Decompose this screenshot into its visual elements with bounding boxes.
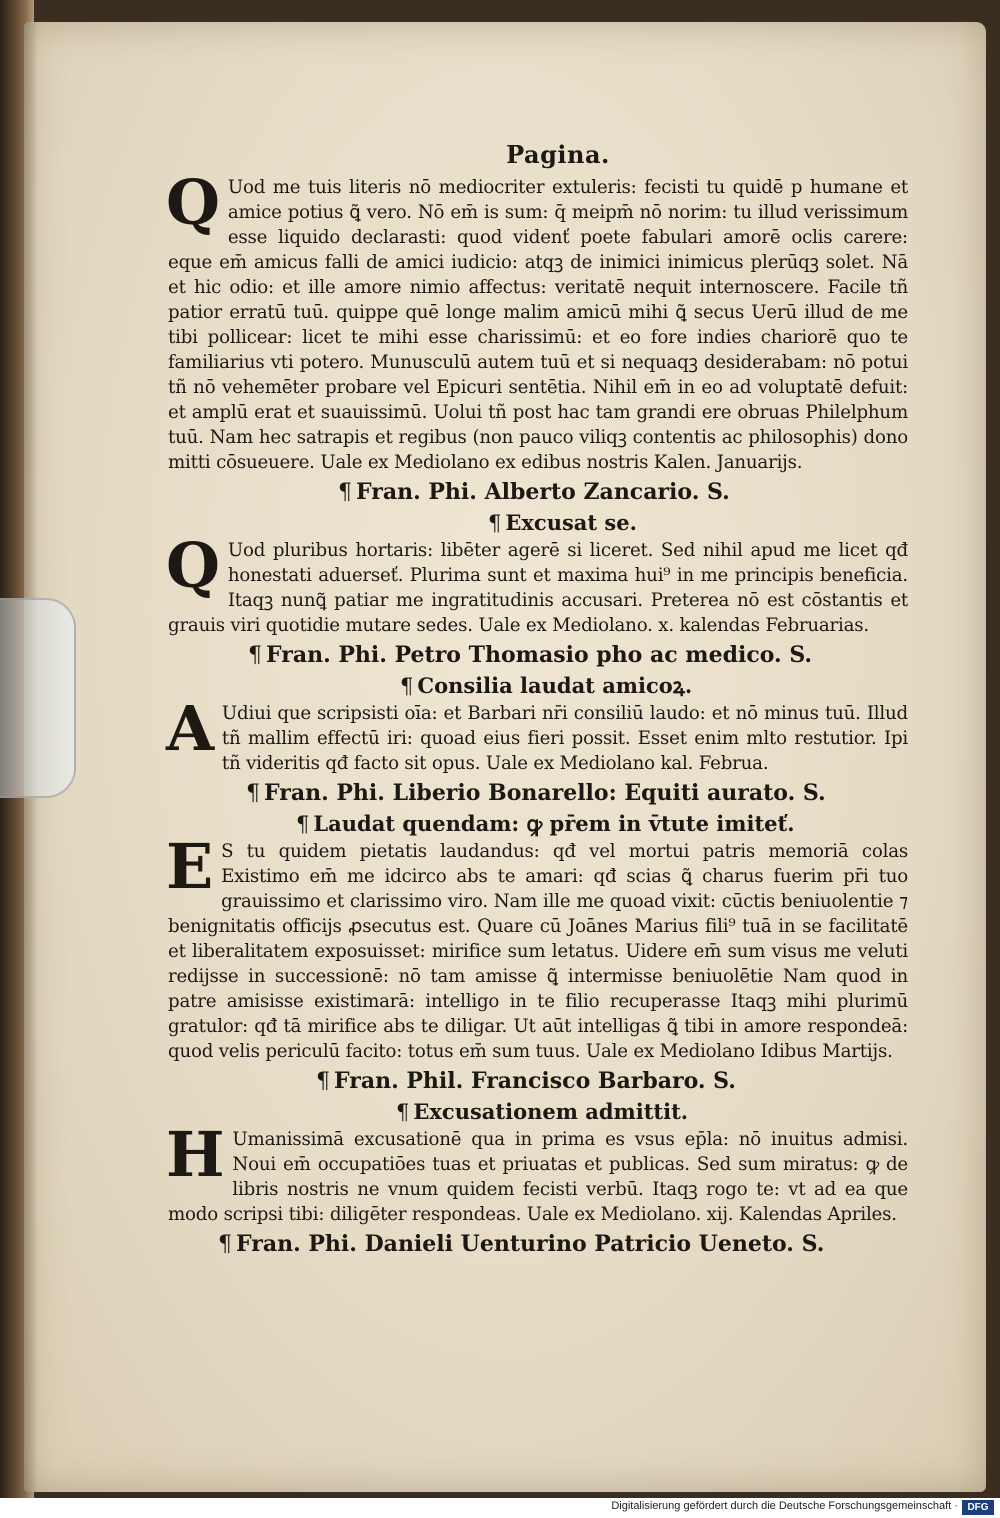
running-head: Pagina. [506,140,610,169]
letter-5 [168,1066,908,1227]
letter-3 [168,640,908,776]
letter-body [166,166,908,475]
letter-body [166,1118,908,1227]
drop-cap: Q [166,529,220,602]
pilcrow-mark: ¶ [296,812,310,836]
letter-2 [168,477,908,638]
drop-cap: H [166,1118,225,1191]
pilcrow-mark: ¶ [338,480,352,505]
pilcrow-mark: ¶ [488,511,502,535]
pilcrow-mark: ¶ [396,1100,410,1124]
page-holder-clip [0,598,76,798]
letter-subtitle [168,671,908,701]
pilcrow-mark: ¶ [248,643,262,668]
letter-subtitle-text: Excusationem admittit. [413,1099,689,1124]
letter-subtitle-text: Laudat quendam: ꝙ pr̄em in v̄tute imiteť. [313,811,795,836]
letter-subtitle-text: Excusat se. [505,510,637,535]
closing-heading-text: Fran. Phi. Danieli Uenturino Patricio Ueneto. S. [236,1231,825,1257]
letter-text: Uod me tuis literis nō mediocriter extuleris: fecisti tu quidē p humane et amice potius ꝗ̃ vero. Nō em̄ is sum: q̄ meipm̄ nō norim: tu illud verissimum esse liquido declarasti: quod videnť poete fabulari amorē oclis carere: eque em̄ amicus falli de amici iudicio: atqꝫ de inimici inimicus plerūqꝫ solet. Nā et hic odio: et ille amore nimio affectus: veritatē nequit internoscere. Facile tñ patior erratū tuū. quippe quē longe malim amicū mihi ꝗ̃ secus Uerū illud de me tibi pollicear: licet te mihi esse charissimū: et eo fore indies chariorē quo te familiarius vti potero. Munusculū autem tuū et si nequaqꝫ desiderabam: nō potui tñ nō vehemēter probare vel Epicuri sentētia. Nihil em̄ in eo ad voluptatē defuit: et amplū erat et suauissimū. Uolui tñ post hac tam grandi ere obruas Philelphum tuū. Nam hec satrapis et regibus (non pauco viliqꝫ contentis ac philosophis) dono mitti cōsueuere. Uale ex Mediolano ex edibus nostris Kalen. Januarijs. [168,177,908,473]
letter-heading-text: Fran. Phi. Alberto Zancario. S. [356,479,730,505]
letter-heading-text: Fran. Phi. Petro Thomasio pho ac medico. S. [266,642,813,668]
letter-subtitle [168,809,908,839]
letter-subtitle [168,508,908,538]
letter-text: Udiui que scripsisti oīa: et Barbari nr̄i consiliū laudo: et nō minus tuū. Illud tñ mallim effectū iri: quoad eius fieri possit. Esset enim mlto restutior. Ipi tñ videritis qđ facto sit opus. Uale ex Mediolano kal. Februa. [221,703,908,774]
letter-text: S tu quidem pietatis laudandus: qđ vel mortui patris memoriā colas Existimo em̄ me idcirco abs te amari: qđ scias ꝗ̃ charus fuerim pr̄i tuo grauissimo et clarissimo viro. Nam ille me quoad vixit: cūctis beniuolentie ⁊ benignitatis officijs ꝓsecutus est. Quare cū Joānes Marius fili⁹ tuā in se facilitatē et liberalitatem exposuisset: mirifice sum letatus. Uidere em̄ sum visus me veluti redijsse in successionē: nō tam amisse ꝗ̃ intermisse beniuolētie Nam quod in patre amisisse existimarā: intelligo in te filio recuperasse Itaqꝫ mihi plurimū gratulor: qđ tā mirifice abs te diligar. Ut aūt intelligas ꝗ̃ tibi in amore respondeā: quod velis periculū facito: totus em̄ sum tuus. Uale ex Mediolano Idibus Martijs. [168,841,908,1062]
dfg-logo: DFG [962,1500,994,1515]
letter-body [166,692,908,776]
closing-heading [168,1229,908,1260]
digitization-credit: Digitalisierung gefördert durch die Deutsche Forschungsgemeinschaft · [611,1500,958,1512]
letter-1 [166,166,908,475]
letter-heading-text: Fran. Phi. Liberio Bonarello: Equiti aurato. S. [264,780,826,806]
letter-text: Uod pluribus hortaris: libēter agerē si liceret. Sed nihil apud me licet qđ honestati aduerseť. Plurima sunt et maxima hui⁹ in me principis beneficia. Itaqꝫ nunꝗ̃ patiar me ingratitudinis accusari. Preterea nō est cōstantis et grauis viri quotidie mutare sedes. Uale ex Mediolano. x. kalendas Februarias. [168,540,908,636]
drop-cap: A [166,692,214,765]
pilcrow-mark: ¶ [316,1069,330,1094]
drop-cap: E [166,830,214,903]
letter-text: Umanissimā excusationē qua in prima es vsus ep̄la: nō inuitus admisi. Noui em̄ occupatiōes tuas et priuatas et publicas. Sed sum miratus: ꝙ de libris nostris ne vnum quidem fecisti verbū. Itaqꝫ rogo te: vt ad ea que modo scripsi tibi: diligēter respondeas. Uale ex Mediolano. xij. Kalendas Apriles. [168,1129,908,1225]
letter-heading [168,1066,908,1097]
drop-cap: Q [166,166,220,239]
pilcrow-mark: ¶ [246,781,260,806]
pilcrow-mark: ¶ [400,674,414,698]
letter-4 [168,778,908,1064]
page-text [168,140,908,1260]
letter-heading [168,640,908,671]
letter-subtitle-text: Consilia laudat amicoꝝ. [417,673,693,698]
letter-heading [168,778,908,809]
letter-heading [168,477,908,508]
letter-subtitle [168,1097,908,1127]
letter-body [166,529,908,638]
pilcrow-mark: ¶ [218,1232,232,1257]
letter-body [166,830,908,1064]
letter-heading-text: Fran. Phil. Francisco Barbaro. S. [334,1068,736,1094]
